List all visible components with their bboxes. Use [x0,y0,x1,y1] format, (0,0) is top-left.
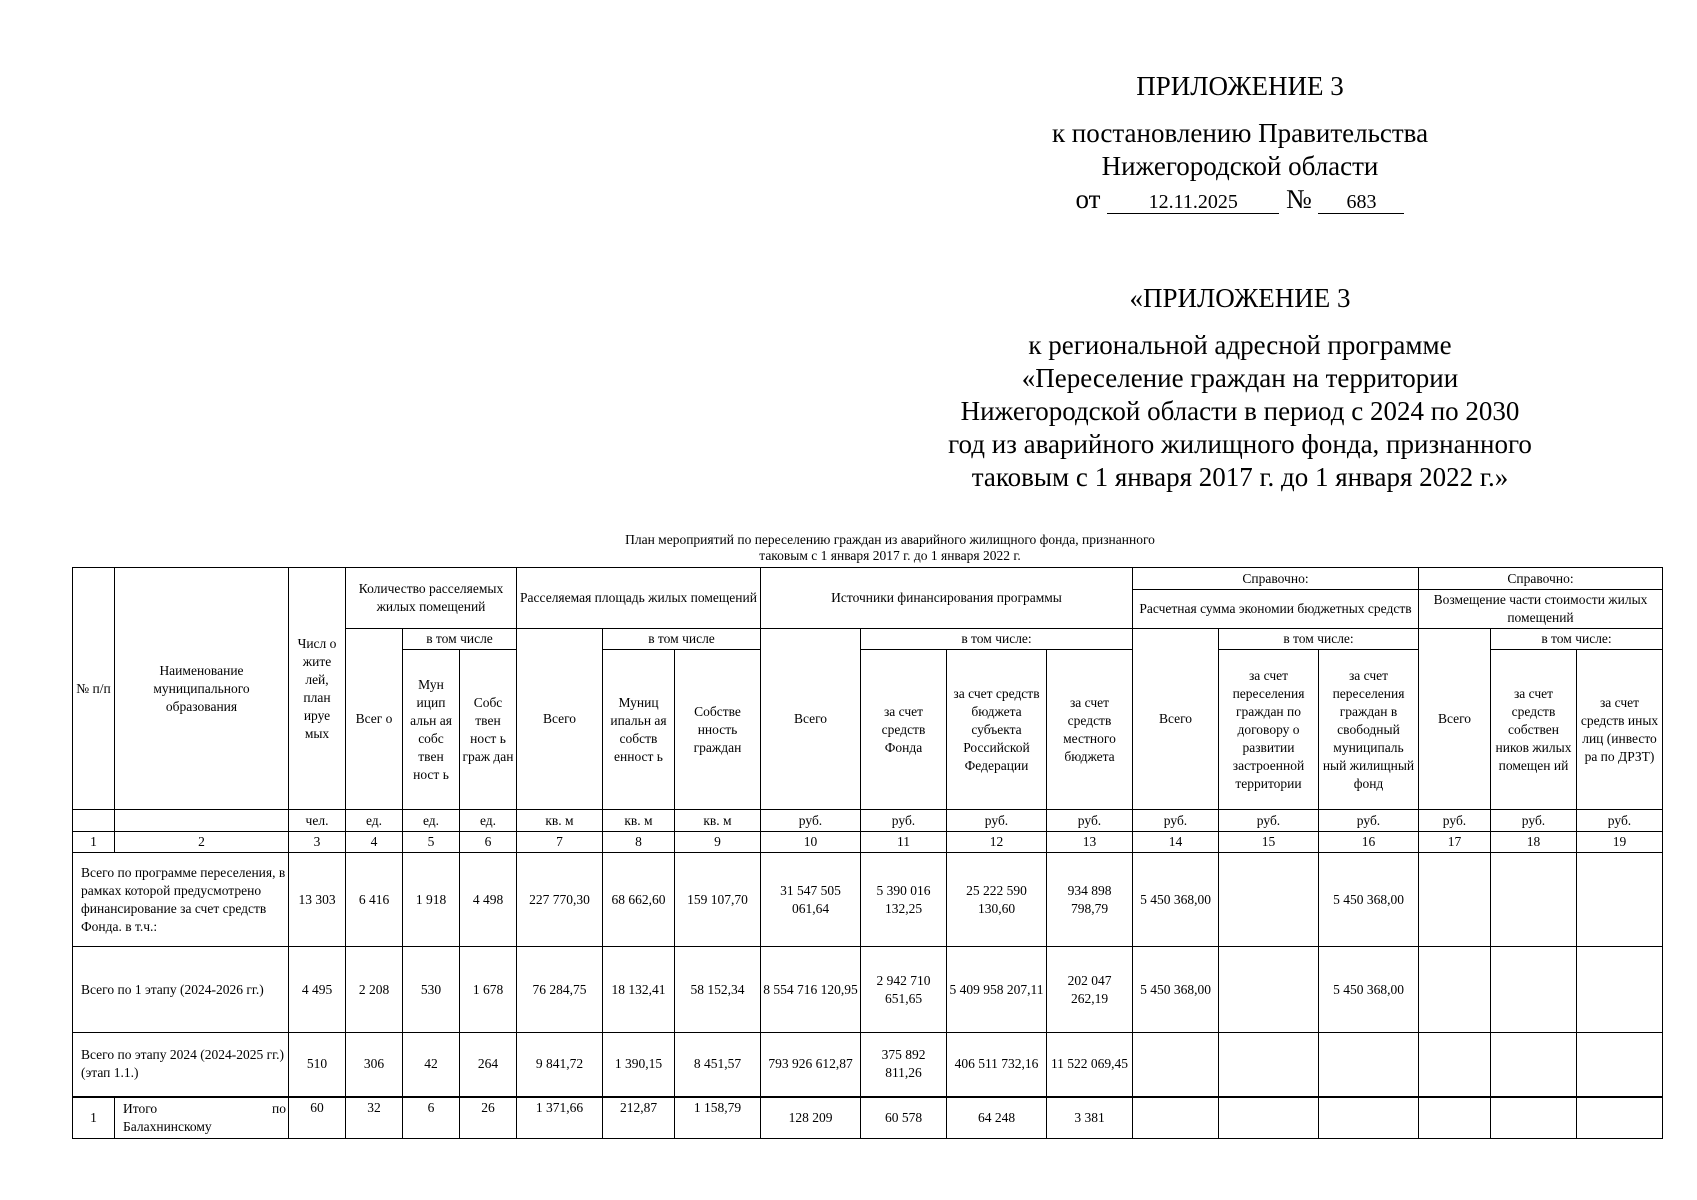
appendix-title: ПРИЛОЖЕНИЕ 3 [1136,71,1344,101]
column-number: 3 [289,832,346,853]
header-area-incl: в том числе [603,629,761,650]
column-number: 18 [1491,832,1577,853]
program-title: «ПРИЛОЖЕНИЕ 3 [1129,283,1351,313]
row-name: Всего по 1 этапу (2024-2026 гг.) [73,947,289,1033]
column-number: 4 [346,832,403,853]
plan-title [440,532,1340,564]
header-premises-total: Всег о [346,629,403,810]
table-cell: 13 303 [289,853,346,947]
table-cell: 60 [289,1097,346,1139]
header-local-budget: за счет средств местного бюджета [1047,650,1133,810]
table-cell: 26 [460,1097,517,1139]
table-cell: 2 942 710 651,65 [861,947,947,1033]
column-number: 6 [460,832,517,853]
units-cell [73,810,115,832]
header-area-total: Всего [517,629,603,810]
table-cell: 406 511 732,16 [947,1033,1047,1097]
table-cell: 5 409 958 207,11 [947,947,1047,1033]
header-municipality: Наименование муниципального образования [115,568,289,810]
from-label: от [1075,184,1101,214]
appendix-header [1040,70,1440,216]
row-name-line2: Балахнинскому [123,1118,212,1134]
table-cell: 6 416 [346,853,403,947]
table-cell: 1 390,15 [603,1033,675,1097]
appendix-date-line [1040,183,1440,216]
table-cell [1577,853,1663,947]
table-cell: 5 450 368,00 [1133,853,1219,947]
column-number: 11 [861,832,947,853]
column-number: 10 [761,832,861,853]
table-cell: 530 [403,947,460,1033]
table-cell: 4 495 [289,947,346,1033]
table-cell: 32 [346,1097,403,1139]
table-cell: 264 [460,1033,517,1097]
column-number: 13 [1047,832,1133,853]
program-line2: «Переселение граждан на территории [1021,363,1459,393]
table-cell [1133,1033,1219,1097]
header-premises-municipal: Мун ицип альн ая собс твен ност ь [403,650,460,810]
number-field: 683 [1318,191,1404,214]
table-cell: 31 547 505 061,64 [761,853,861,947]
column-numbers-row [73,832,1663,853]
table-cell [1319,1097,1419,1139]
header-others: за счет средств иных лиц (инвесто ра по ДРЗТ) [1577,650,1663,810]
column-number: 17 [1419,832,1491,853]
column-number: 7 [517,832,603,853]
table-cell: 212,87 [603,1097,675,1139]
header-savings-development: за счет переселения граждан по договору о развитии застроенной территории [1219,650,1319,810]
table-cell: 5 450 368,00 [1319,853,1419,947]
header-reference-savings: Справочно: [1133,568,1419,590]
table-cell: 6 [403,1097,460,1139]
header-compensation-desc: Возмещение части стоимости жилых помещений [1419,590,1663,629]
column-number: 15 [1219,832,1319,853]
table-cell: 128 209 [761,1097,861,1139]
table-cell [1419,947,1491,1033]
plan-title-line1: План мероприятий по переселению граждан из аварийного жилищного фонда, признанного [625,532,1155,547]
header-area-citizen: Собстве нность граждан [675,650,761,810]
program-line3: Нижегородской области в период с 2024 по 2030 [960,396,1520,426]
table-cell: 60 578 [861,1097,947,1139]
units-cell: руб. [1577,810,1663,832]
table-row [73,853,1663,947]
header-premises-count: Количество расселяемых жилых помещений [346,568,517,629]
table-cell: 25 222 590 130,60 [947,853,1047,947]
column-number: 2 [115,832,289,853]
table-cell [1419,1033,1491,1097]
header-premises-incl: в том числе [403,629,517,650]
header-area-municipal: Муниц ипальн ая собств енност ь [603,650,675,810]
units-cell: кв. м [675,810,761,832]
table-cell [1491,853,1577,947]
row-name-part: Итого [123,1100,158,1116]
row-number: 1 [73,1097,115,1139]
units-cell: чел. [289,810,346,832]
table-cell: 306 [346,1033,403,1097]
table-row [73,947,1663,1033]
header-savings-free-fund: за счет переселения граждан в свободный муниципаль ный жилищный фонд [1319,650,1419,810]
header-premises-citizen: Собс твен ност ь граж дан [460,650,517,810]
column-number: 16 [1319,832,1419,853]
table-cell: 5 450 368,00 [1319,947,1419,1033]
date-field: 12.11.2025 [1107,191,1279,214]
table-cell [1491,1097,1577,1139]
column-number: 14 [1133,832,1219,853]
units-cell: руб. [1219,810,1319,832]
column-number: 9 [675,832,761,853]
units-cell: ед. [346,810,403,832]
table-cell: 934 898 798,79 [1047,853,1133,947]
table-cell [1133,1097,1219,1139]
table-cell: 1 371,66 [517,1097,603,1139]
header-number: № п/п [73,568,115,810]
table-cell [1577,1033,1663,1097]
table-cell [1491,1033,1577,1097]
column-number: 5 [403,832,460,853]
header-area: Расселяемая площадь жилых помещений [517,568,761,629]
table-cell: 1 678 [460,947,517,1033]
units-row [73,810,1663,832]
plan-title-line2: таковым с 1 января 2017 г. до 1 января 2022 г. [759,548,1021,563]
program-header [880,282,1600,494]
appendix-line2: Нижегородской области [1101,151,1379,181]
row-name: Всего по этапу 2024 (2024-2025 гг.) (этап 1.1.) [73,1033,289,1097]
number-label: № [1285,184,1312,214]
units-cell: руб. [1319,810,1419,832]
appendix-line1: к постановлению Правительства [1051,118,1429,148]
header-savings-total: Всего [1133,629,1219,810]
table-cell: 2 208 [346,947,403,1033]
table-cell: 1 158,79 [675,1097,761,1139]
row-name-line1 [123,1100,286,1118]
header-fund: за счет средств Фонда [861,650,947,810]
table-cell: 8 554 716 120,95 [761,947,861,1033]
units-cell: руб. [1047,810,1133,832]
units-cell: руб. [947,810,1047,832]
header-subject-budget: за счет средств бюджета субъекта Российской Федерации [947,650,1047,810]
units-cell: руб. [861,810,947,832]
table-row [73,1097,1663,1139]
program-line4: год из аварийного жилищного фонда, признанного [948,429,1532,459]
table-cell: 375 892 811,26 [861,1033,947,1097]
units-cell: руб. [761,810,861,832]
header-financing-total: Всего [761,629,861,810]
table-cell [1577,1097,1663,1139]
table-cell: 8 451,57 [675,1033,761,1097]
table-cell: 202 047 262,19 [1047,947,1133,1033]
row-name: Всего по программе переселения, в рамках которой предусмотрено финансирование за счет средств Фонда. в т.ч.: [73,853,289,947]
table-cell: 64 248 [947,1097,1047,1139]
table-cell: 11 522 069,45 [1047,1033,1133,1097]
row-name-part: по [272,1100,286,1116]
header-financing-incl: в том числе: [861,629,1133,650]
units-cell: руб. [1491,810,1577,832]
table-cell: 76 284,75 [517,947,603,1033]
table-cell: 5 390 016 132,25 [861,853,947,947]
table-cell: 4 498 [460,853,517,947]
table-cell [1219,947,1319,1033]
table-cell: 68 662,60 [603,853,675,947]
units-cell: ед. [460,810,517,832]
program-line5: таковым с 1 января 2017 г. до 1 января 2022 г.» [971,462,1509,492]
units-cell: руб. [1133,810,1219,832]
resettlement-plan-table [72,567,1663,1139]
units-cell: руб. [1419,810,1491,832]
table-cell: 510 [289,1033,346,1097]
header-savings-incl: в том числе: [1219,629,1419,650]
header-savings-desc: Расчетная сумма экономии бюджетных средств [1133,590,1419,629]
units-cell [115,810,289,832]
table-cell [1219,1033,1319,1097]
column-number: 19 [1577,832,1663,853]
table-cell: 42 [403,1033,460,1097]
header-financing: Источники финансирования программы [761,568,1133,629]
table-cell: 58 152,34 [675,947,761,1033]
table-cell [1491,947,1577,1033]
table-row [73,1033,1663,1097]
header-residents: Числ о жите лей, план ируе мых [289,568,346,810]
table-cell: 227 770,30 [517,853,603,947]
table-cell [1577,947,1663,1033]
table-cell [1219,853,1319,947]
header-owners: за счет средств собствен ников жилых помещен ий [1491,650,1577,810]
table-cell: 3 381 [1047,1097,1133,1139]
units-cell: кв. м [517,810,603,832]
table-cell: 9 841,72 [517,1033,603,1097]
table-cell [1219,1097,1319,1139]
table-cell: 5 450 368,00 [1133,947,1219,1033]
table-cell [1419,1097,1491,1139]
table-cell: 18 132,41 [603,947,675,1033]
row-name [115,1097,289,1139]
column-number: 12 [947,832,1047,853]
program-line1: к региональной адресной программе [1028,330,1452,360]
column-number: 8 [603,832,675,853]
table-cell: 793 926 612,87 [761,1033,861,1097]
table-cell [1319,1033,1419,1097]
header-reference-compensation: Справочно: [1419,568,1663,590]
header-compensation-total: Всего [1419,629,1491,810]
units-cell: ед. [403,810,460,832]
table-cell: 159 107,70 [675,853,761,947]
table-cell: 1 918 [403,853,460,947]
units-cell: кв. м [603,810,675,832]
column-number: 1 [73,832,115,853]
table-cell [1419,853,1491,947]
header-compensation-incl: в том числе: [1491,629,1663,650]
